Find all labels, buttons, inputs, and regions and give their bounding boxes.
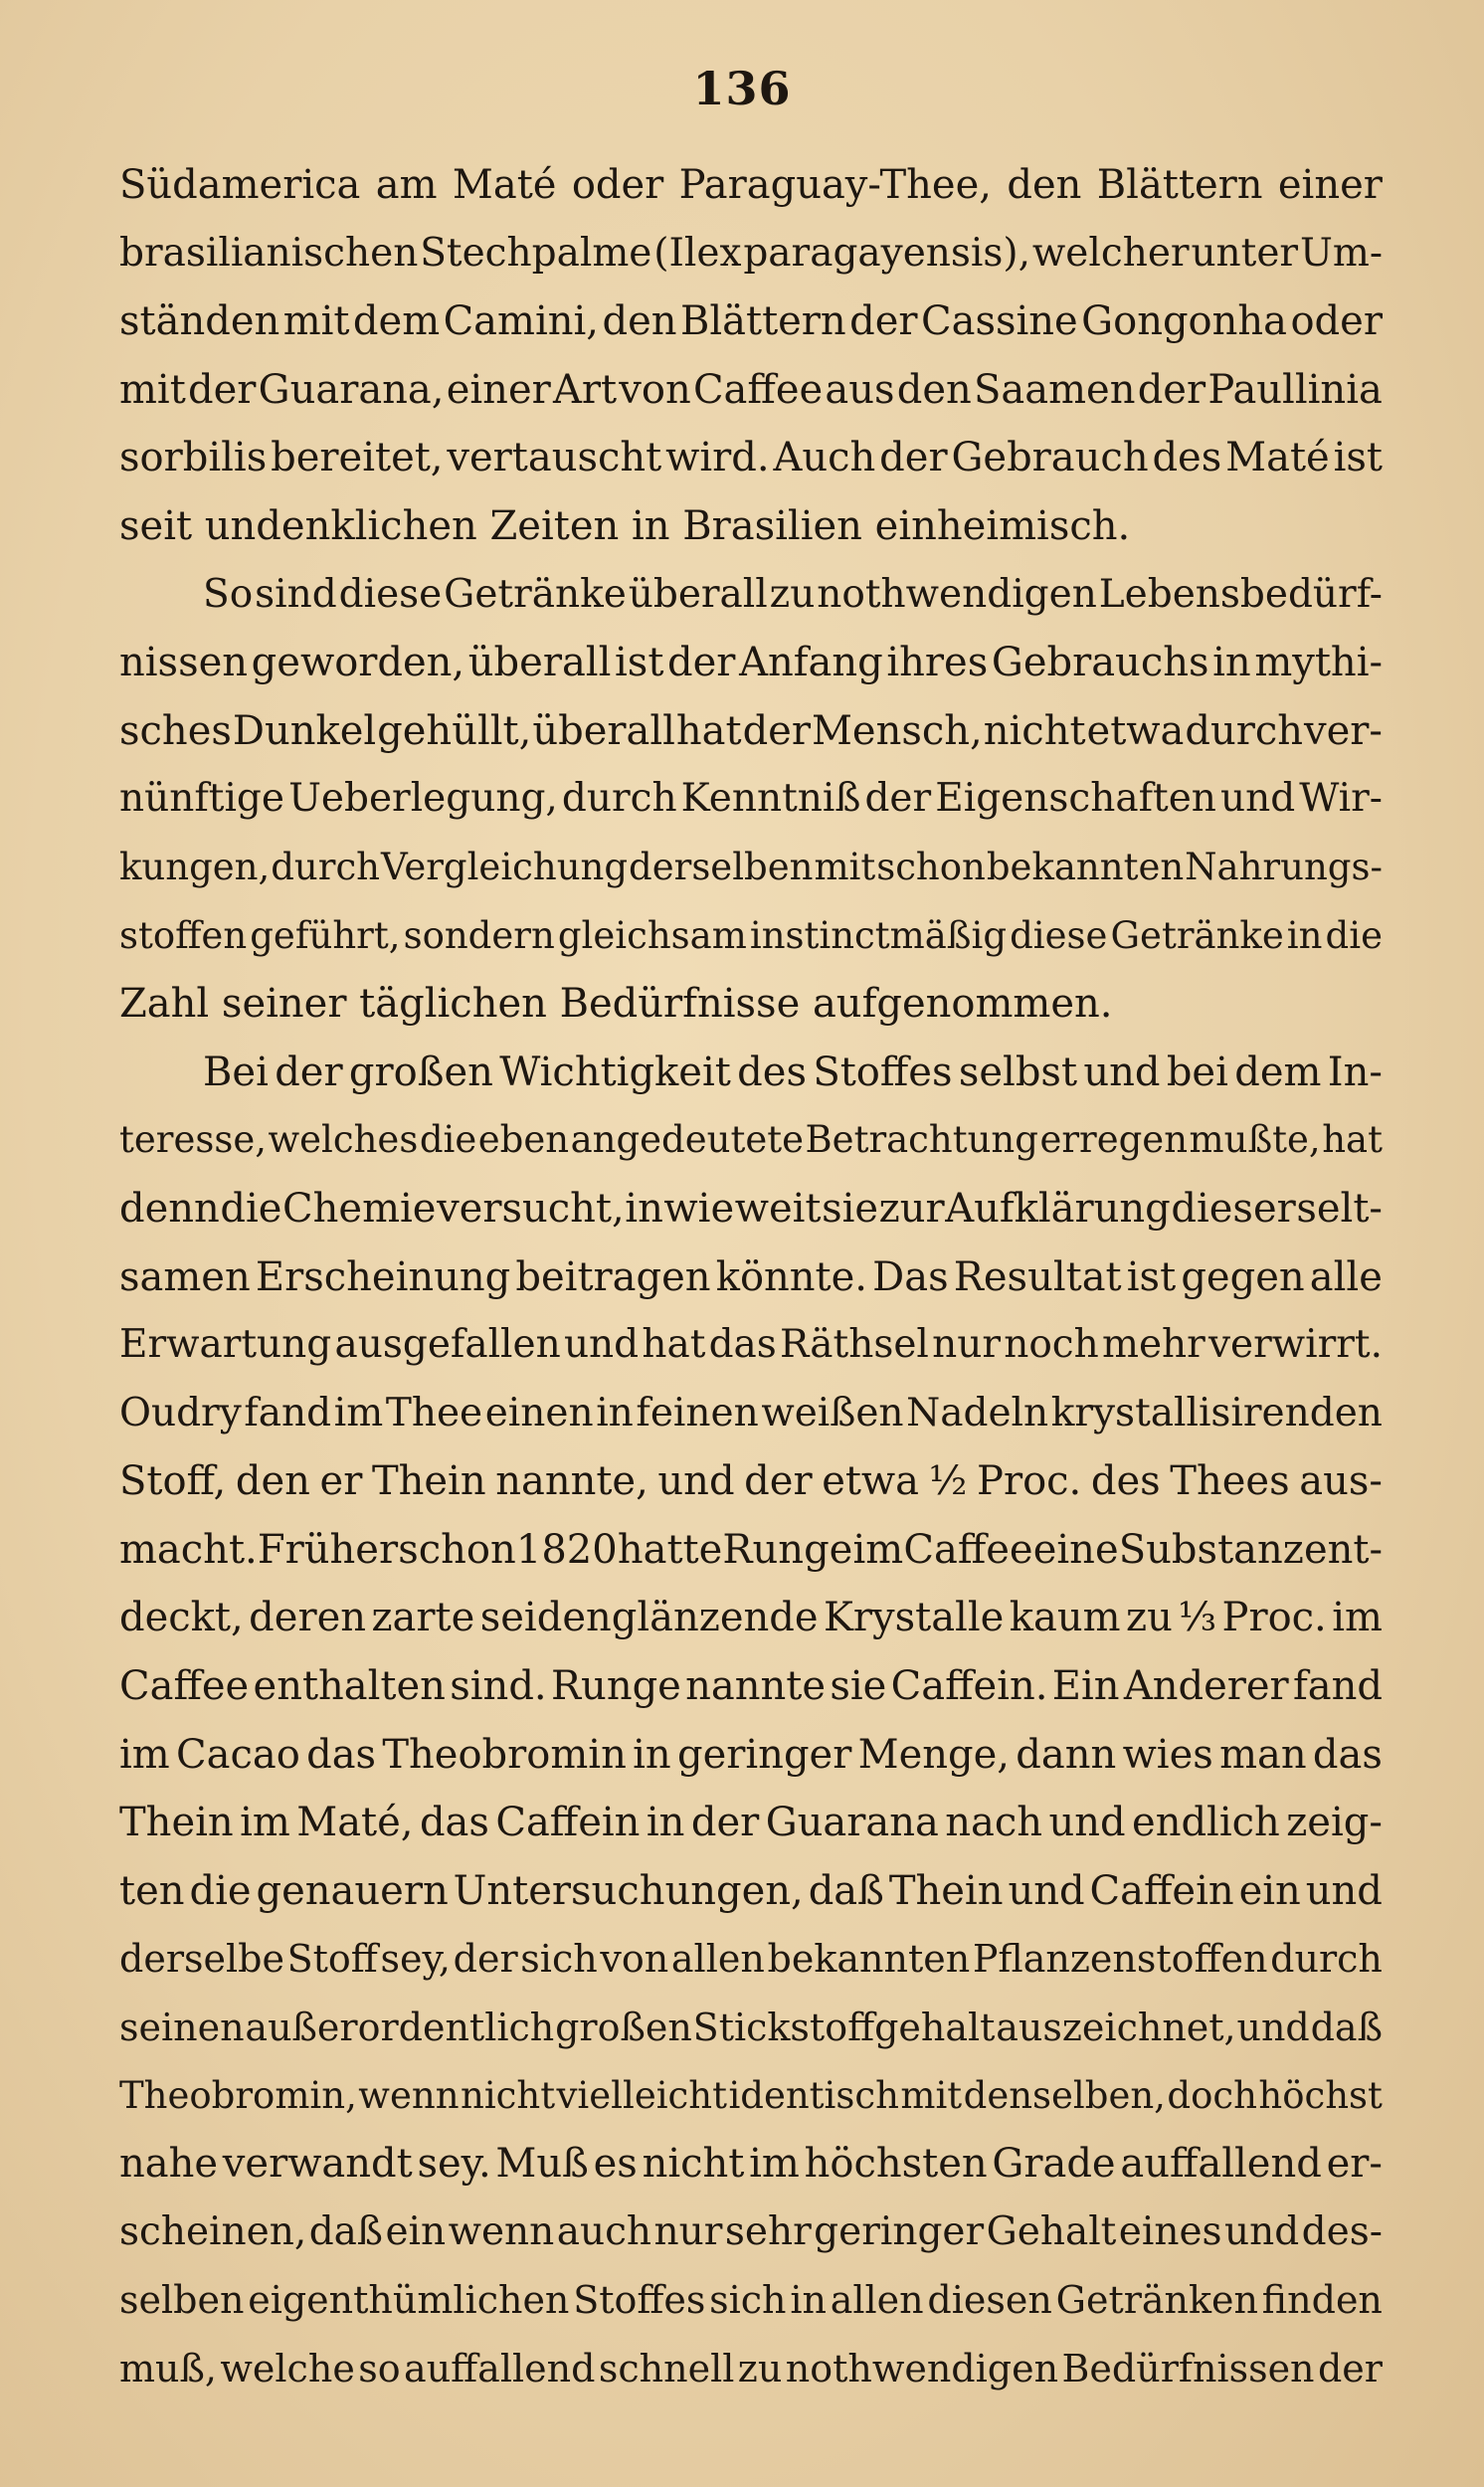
text-line: nahe verwandt sey. Muß es nicht im höchsten Grade auffallend er-	[119, 2141, 1383, 2188]
text-line: seinen außerordentlich großen Stickstoffgehalt auszeichnet, und daß	[119, 2006, 1383, 2050]
text-line: selben eigenthümlichen Stoffes sich in allen diesen Getränken finden	[119, 2278, 1383, 2323]
text-line: So sind diese Getränke überall zu nothwendigen Lebensbedürf-	[203, 571, 1383, 617]
text-line: teresse, welches die eben angedeutete Betrachtung erregen mußte, hat	[119, 1118, 1383, 1162]
page-number: 136	[692, 62, 792, 115]
body-text	[119, 151, 1383, 2403]
text-line: im Cacao das Theobromin in geringer Menge, dann wies man das	[119, 1731, 1383, 1778]
text-line: kungen, durch Vergleichung derselben mit schon bekannten Nahrungs-	[119, 845, 1383, 888]
text-line: muß, welche so auffallend schnell zu nothwendigen Bedürfnissen der	[119, 2347, 1383, 2391]
text-line: denn die Chemie versucht, in wie weit sie zur Aufklärung dieser selt-	[119, 1185, 1383, 1232]
text-line: ten die genauern Untersuchungen, daß Thein und Caffein ein und	[119, 1867, 1383, 1914]
text-line: Stoff, den er Thein nannte, und der etwa ½ Proc. des Thees aus-	[119, 1458, 1383, 1505]
text-line: Erwartung ausgefallen und hat das Räthsel nur noch mehr verwirrt.	[119, 1322, 1383, 1368]
text-line: brasilianischen Stechpalme (Ilex paragayensis), welcher unter Um-	[119, 230, 1383, 276]
text-line: samen Erscheinung beitragen könnte. Das Resultat ist gegen alle	[119, 1253, 1383, 1300]
text-line: Zahl seiner täglichen Bedürfnisse aufgenommen.	[119, 981, 1113, 1028]
text-line: Oudry fand im Thee einen in feinen weißen Nadeln krystallisirenden	[119, 1390, 1383, 1435]
text-line: derselbe Stoff sey, der sich von allen bekannten Pflanzenstoffen durch	[119, 1937, 1383, 1982]
text-line: Bei der großen Wichtigkeit des Stoffes selbst und bei dem In-	[203, 1049, 1383, 1095]
text-line: seit undenklichen Zeiten in Brasilien einheimisch.	[119, 502, 1131, 549]
text-line: mit der Guarana, einer Art von Caffee aus den Saamen der Paullinia	[119, 366, 1383, 413]
text-line: Theobromin, wenn nicht vielleicht identisch mit denselben, doch höchst	[119, 2073, 1383, 2117]
text-line: Caffee enthalten sind. Runge nannte sie Caffein. Ein Anderer fand	[119, 1663, 1383, 1710]
text-line: ständen mit dem Camini, den Blättern der Cassine Gongonha oder	[119, 298, 1383, 345]
text-line: scheinen, daß ein wenn auch nur sehr geringer Gehalt eines und des-	[119, 2208, 1383, 2254]
text-line: nünftige Ueberlegung, durch Kenntniß der Eigenschaften und Wir-	[119, 776, 1383, 822]
text-line: Thein im Maté, das Caffein in der Guarana nach und endlich zeig-	[119, 1800, 1383, 1846]
text-line: sches Dunkel gehüllt, überall hat der Mensch, nicht etwa durch ver-	[119, 707, 1383, 754]
text-line: sorbilis bereitet, vertauscht wird. Auch der Gebrauch des Maté ist	[119, 435, 1383, 481]
text-line: deckt, deren zarte seidenglänzende Krystalle kaum zu ⅓ Proc. im	[119, 1595, 1383, 1641]
text-line: macht. Früher schon 1820 hatte Runge im Caffee eine Substanz ent-	[119, 1526, 1383, 1573]
text-line: nissen geworden, überall ist der Anfang ihres Gebrauchs in mythi-	[119, 640, 1383, 686]
text-line: Südamerica am Maté oder Paraguay-Thee, den Blättern einer	[119, 162, 1383, 208]
text-line: stoffen geführt, sondern gleichsam instinctmäßig diese Getränke in die	[119, 913, 1383, 957]
